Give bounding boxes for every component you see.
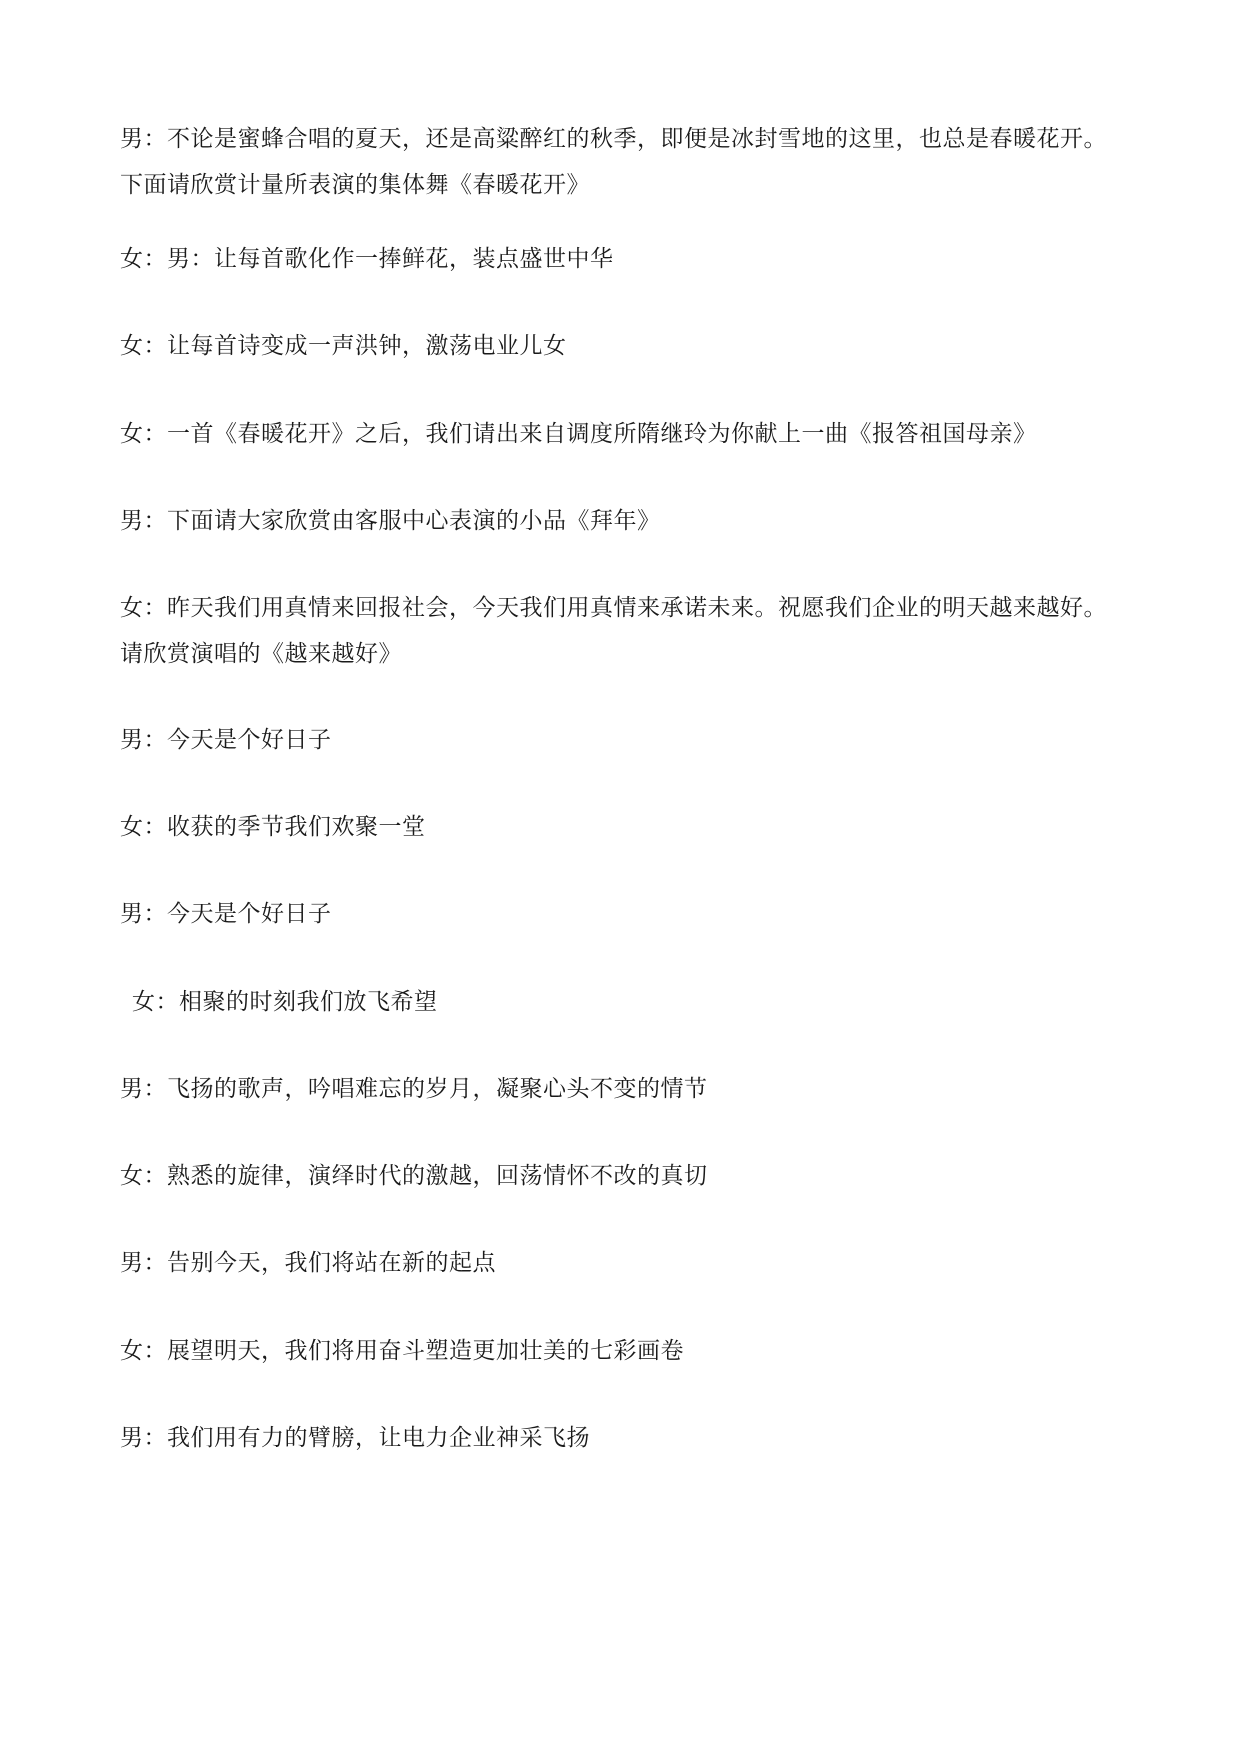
paragraph-7: 男：今天是个好日子 (120, 727, 332, 753)
paragraph-2: 女：男：让每首歌化作一捧鲜花，装点盛世中华 (120, 246, 614, 272)
paragraph-14: 女：展望明天，我们将用奋斗塑造更加壮美的七彩画卷 (120, 1338, 684, 1364)
paragraph-8: 女：收获的季节我们欢聚一堂 (120, 814, 426, 840)
paragraph-1: 男：不论是蜜蜂合唱的夏天，还是高粱醉红的秋季，即便是冰封雪地的这里，也总是春暖花开。下面请欣赏计量所表演的集体舞《春暖花开》 (120, 126, 1107, 198)
paragraph-13: 男：告别今天，我们将站在新的起点 (120, 1250, 496, 1276)
paragraph-11: 男：飞扬的歌声，吟唱难忘的岁月，凝聚心头不变的情节 (120, 1076, 708, 1102)
paragraph-12: 女：熟悉的旋律，演绎时代的激越，回荡情怀不改的真切 (120, 1163, 708, 1189)
paragraph-3: 女：让每首诗变成一声洪钟，激荡电业儿女 (120, 333, 567, 359)
paragraph-5: 男：下面请大家欣赏由客服中心表演的小品《拜年》 (120, 508, 661, 534)
paragraph-10: 女：相聚的时刻我们放飞希望 (132, 989, 438, 1015)
paragraph-6: 女：昨天我们用真情来回报社会，今天我们用真情来承诺未来。祝愿我们企业的明天越来越好。请欣赏演唱的《越来越好》 (120, 595, 1107, 667)
paragraph-9: 男：今天是个好日子 (120, 901, 332, 927)
paragraph-15: 男：我们用有力的臂膀，让电力企业神采飞扬 (120, 1425, 590, 1451)
paragraph-4: 女：一首《春暖花开》之后，我们请出来自调度所隋继玲为你献上一曲《报答祖国母亲》 (120, 421, 1037, 447)
